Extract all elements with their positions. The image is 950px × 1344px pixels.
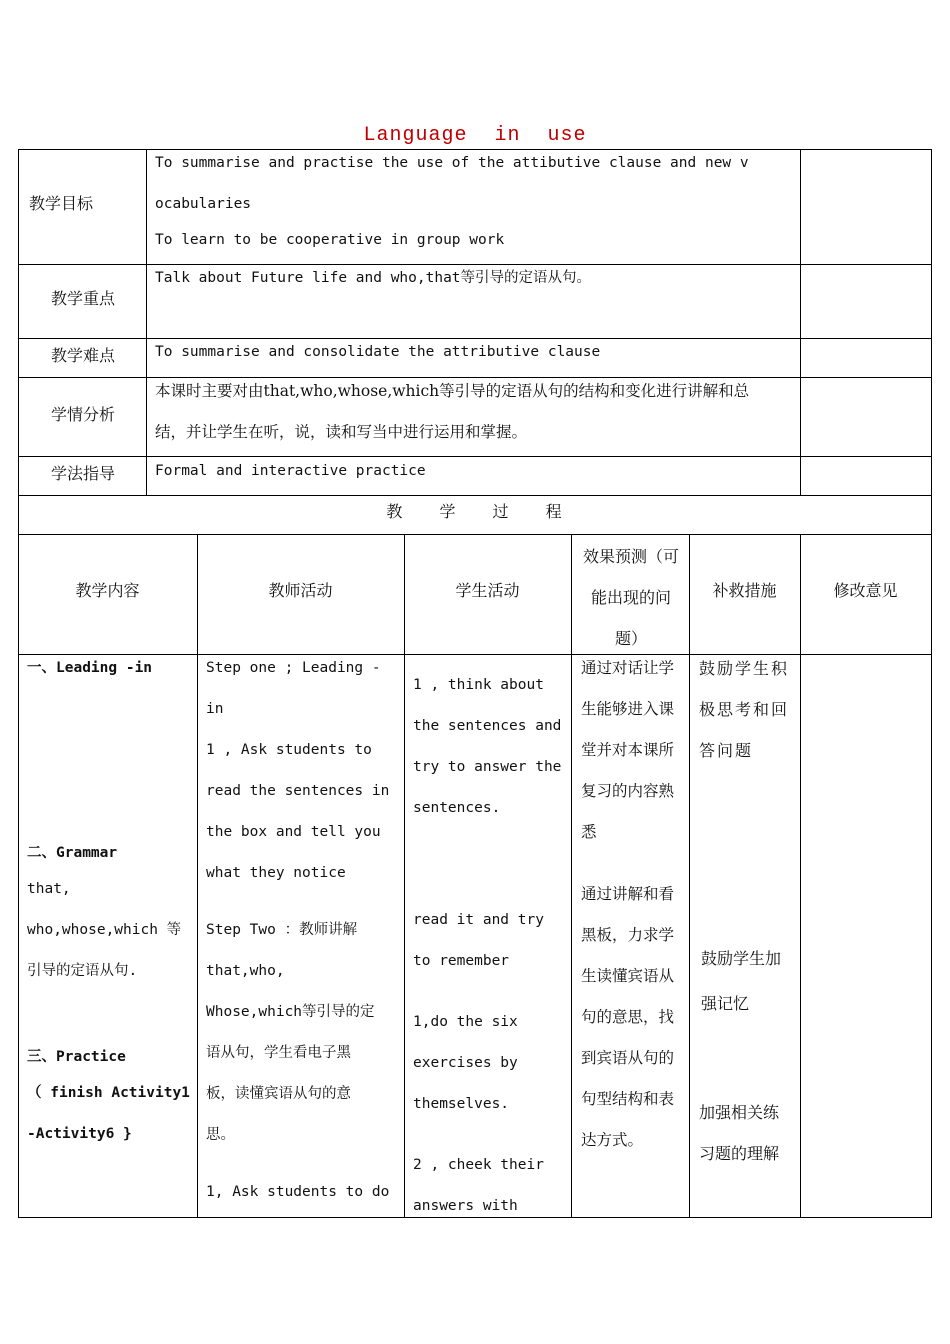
content-practice-text [27, 1073, 192, 1155]
remedy-line: 鼓励学生积 [699, 659, 790, 678]
student-line: the sentences and [413, 718, 562, 734]
teacher-block-3 [206, 1172, 396, 1213]
content-practice-title: 三、Practice [27, 1049, 126, 1065]
teacher-line: Step Two ：教师讲解 [206, 922, 358, 938]
teacher-line: Whose,which等引导的定 [206, 1004, 375, 1020]
practice-line: （ finish Activity1 [27, 1085, 190, 1101]
effect-line: 句的意思，找 [581, 1008, 675, 1026]
student-line: try to answer the [413, 759, 562, 775]
table-col-divider [146, 149, 147, 496]
effect-line: 堂并对本课所 [581, 741, 675, 759]
teacher-line: read the sentences in [206, 783, 390, 799]
analysis-label: 学情分析 [50, 405, 115, 424]
analysis-text [155, 371, 795, 453]
table-row-divider [18, 534, 932, 535]
grammar-line: who,whose,which 等 [27, 922, 182, 938]
content-leading: 一、Leading -in [27, 660, 153, 676]
effect-line: 通过对话让学 [581, 659, 675, 677]
teacher-line: 板，读懂宾语从句的意 [206, 1086, 351, 1102]
grammar-line: that, [27, 881, 71, 897]
student-line: exercises by [413, 1055, 518, 1071]
method-text: Formal and interactive practice [155, 463, 426, 479]
remedy-line: 习题的理解 [699, 1144, 780, 1163]
difficulty-label: 教学难点 [50, 346, 115, 365]
effect-line: 生能够进入课 [581, 700, 675, 718]
student-block-1 [413, 665, 563, 829]
teacher-block-2 [206, 910, 396, 1156]
table-col-divider [404, 534, 405, 1218]
effect-line: 句型结构和表 [581, 1090, 675, 1108]
goal-line: ocabularies [155, 196, 252, 212]
effect-line: 黑板，力求学 [581, 926, 675, 944]
teacher-line: 1, Ask students to do [206, 1184, 390, 1200]
remedy-line: 加强相关练 [699, 1103, 780, 1122]
student-line: read it and try [413, 912, 544, 928]
effect-line: 通过讲解和看 [581, 885, 675, 903]
table-col-divider [197, 534, 198, 1218]
effect-line: 复习的内容熟 [581, 782, 675, 800]
student-line: themselves. [413, 1096, 510, 1112]
page-title: Language in use [363, 124, 587, 147]
goal-line: To learn to be cooperative in group work [155, 232, 505, 248]
key-label: 教学重点 [50, 289, 115, 308]
teacher-line: that,who, [206, 963, 285, 979]
effect-block-2 [581, 874, 685, 1161]
teacher-block-1 [206, 648, 396, 894]
student-line: sentences. [413, 800, 501, 816]
teacher-line: 语从句，学生看电子黑 [206, 1045, 351, 1061]
table-border-left [18, 149, 19, 1218]
student-line: 1,do the six [413, 1014, 518, 1030]
analysis-line: 结，并让学生在听，说，读和写当中进行运用和掌握。 [155, 423, 528, 441]
effect-line: 达方式。 [581, 1131, 644, 1149]
content-grammar-text [27, 869, 189, 992]
table-row-divider [18, 495, 932, 496]
content-grammar-title: 二、Grammar [27, 845, 118, 861]
teacher-line: the box and tell you [206, 824, 381, 840]
goal-text [155, 143, 795, 255]
col-header-content: 教学内容 [75, 581, 140, 600]
table-col-divider [800, 149, 801, 496]
col-header-teacher: 教师活动 [268, 581, 333, 600]
table-border-right [931, 149, 932, 1218]
remedy-line: 鼓励学生加 [701, 949, 782, 968]
student-line: to remember [413, 953, 510, 969]
col-header-effect: 效果预测（可能出现的问题） [582, 547, 679, 648]
remedy-line: 答问题 [699, 741, 754, 760]
effect-block-1 [581, 648, 685, 853]
col-header-revision: 修改意见 [833, 581, 898, 600]
table-col-divider [800, 534, 801, 1218]
col-header-remedy: 补救措施 [712, 581, 777, 600]
student-line: 1 , think about [413, 677, 544, 693]
effect-line: 悉 [581, 823, 597, 841]
student-block-2 [413, 900, 563, 982]
effect-line: 到宾语从句的 [581, 1049, 675, 1067]
remedy-line: 极思考和回 [699, 700, 790, 719]
student-line: answers with [413, 1198, 518, 1214]
table-col-divider [689, 534, 690, 1218]
key-text: Talk about Future life and who,that等引导的定语从句。 [155, 270, 592, 286]
teacher-line: 1 , Ask students to [206, 742, 372, 758]
goal-label: 教学目标 [28, 194, 93, 213]
process-header: 教 学 过 程 [386, 502, 564, 521]
remedy-block-3 [699, 1092, 793, 1174]
effect-line: 生读懂宾语从 [581, 967, 675, 985]
col-header-student: 学生活动 [455, 581, 520, 600]
goal-line: To summarise and practise the use of the attibutive clause and new v [155, 155, 749, 171]
teacher-line: 思。 [206, 1127, 235, 1143]
practice-line: -Activity6 } [27, 1126, 132, 1142]
difficulty-text: To summarise and consolidate the attributive clause [155, 344, 601, 360]
analysis-line: 本课时主要对由that,who,whose,which等引导的定语从句的结构和变化进行讲解和总 [155, 382, 750, 400]
table-col-divider [571, 534, 572, 1218]
teacher-line: Step one ; Leading - [206, 660, 381, 676]
student-line: 2 , cheek their [413, 1157, 544, 1173]
method-label: 学法指导 [50, 464, 115, 483]
grammar-line: 引导的定语从句. [27, 963, 138, 979]
remedy-block-1 [699, 648, 793, 771]
teacher-line: in [206, 701, 224, 717]
remedy-block-2 [701, 936, 795, 1026]
teacher-line: what they notice [206, 865, 346, 881]
student-block-3 [413, 1002, 563, 1125]
remedy-line: 强记忆 [701, 994, 750, 1013]
student-block-4 [413, 1145, 563, 1227]
